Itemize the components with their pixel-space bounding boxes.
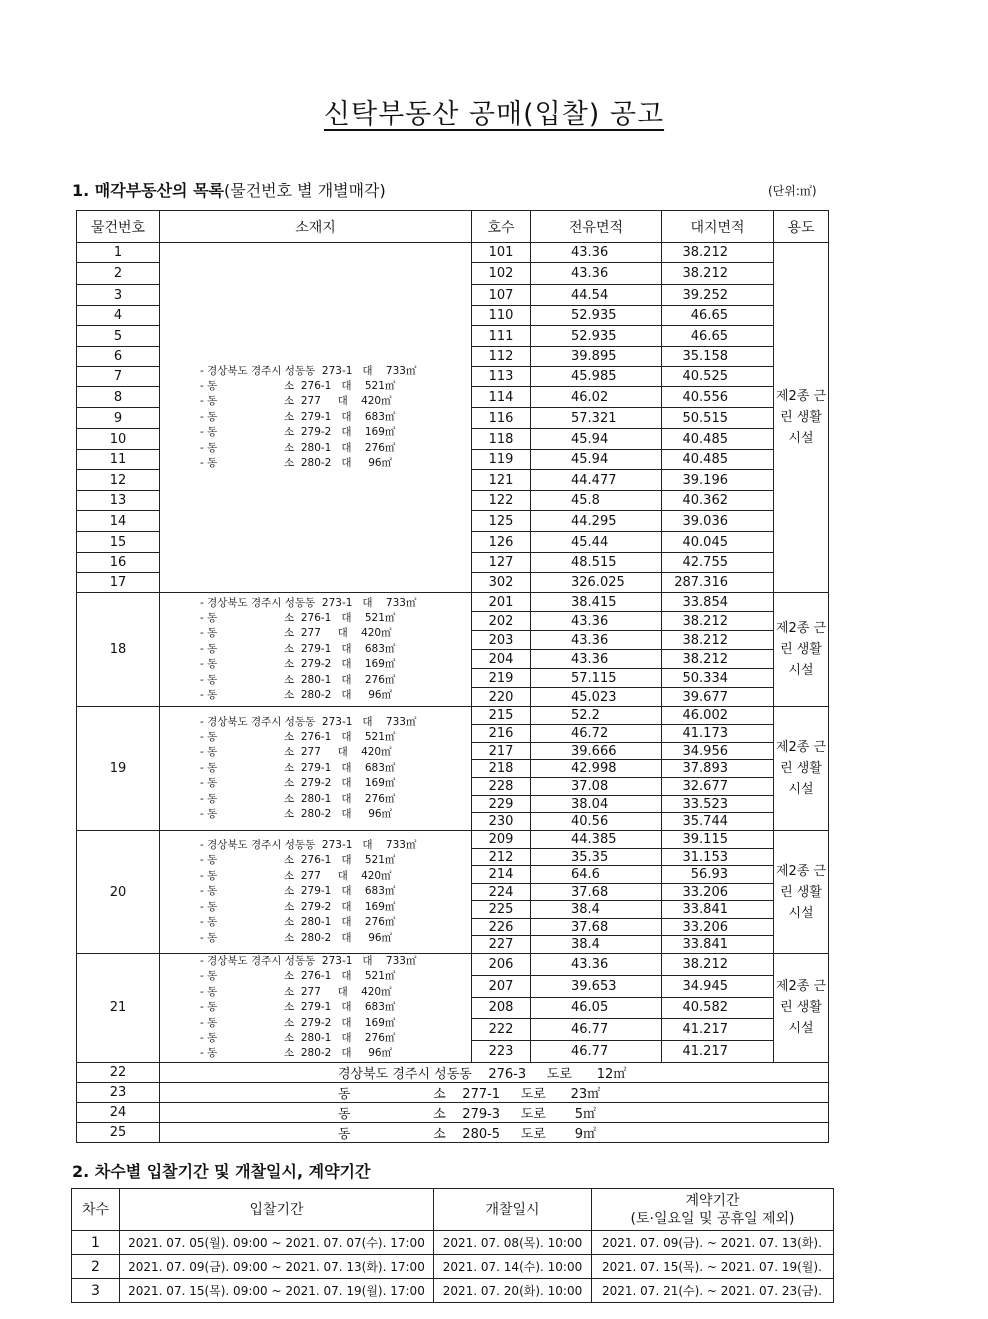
item-number: 25 bbox=[77, 1122, 160, 1142]
unit-number: 113 bbox=[472, 367, 531, 387]
schedule-row bbox=[72, 1255, 834, 1279]
land-area: 40.485 bbox=[662, 450, 774, 470]
item-number: 24 bbox=[77, 1102, 160, 1122]
exclusive-area: 35.35 bbox=[531, 849, 662, 866]
land-area: 33.206 bbox=[662, 884, 774, 901]
contract-period: 2021. 07. 21(수). ~ 2021. 07. 23(금). bbox=[592, 1279, 834, 1303]
location-cell: - 경상북도 경주시 성동동 273-1 대 733㎡ - 동 소 276-1 대 521㎡ - 동 소 277 대 420㎡ - 동 소 279-1 대 683㎡ - 동 소 279-2 대 169㎡ - 동 소 280-1 대 276㎡ - 동 소 280-2 대 96㎡ bbox=[160, 707, 472, 831]
unit-number: 223 bbox=[472, 1041, 531, 1063]
road-location: 동 소 277-1 도로 23㎡ bbox=[160, 1082, 829, 1102]
exclusive-area: 45.8 bbox=[531, 491, 662, 511]
table-row bbox=[77, 1062, 829, 1082]
land-area: 38.212 bbox=[662, 954, 774, 976]
item-number: 1 bbox=[77, 243, 160, 263]
item-number: 10 bbox=[77, 429, 160, 450]
land-area: 46.002 bbox=[662, 707, 774, 725]
land-area: 40.556 bbox=[662, 387, 774, 408]
property-table bbox=[76, 210, 829, 1143]
exclusive-area: 46.77 bbox=[531, 1019, 662, 1041]
unit-number: 122 bbox=[472, 491, 531, 511]
unit-number: 112 bbox=[472, 347, 531, 367]
exclusive-area: 45.44 bbox=[531, 532, 662, 553]
table-row bbox=[77, 243, 829, 263]
table-row bbox=[77, 593, 829, 612]
item-number: 21 bbox=[77, 954, 160, 1063]
unit-number: 201 bbox=[472, 593, 531, 612]
land-area: 32.677 bbox=[662, 778, 774, 796]
unit-number: 119 bbox=[472, 450, 531, 470]
unit-number: 207 bbox=[472, 975, 531, 997]
exclusive-area: 43.36 bbox=[531, 263, 662, 285]
unit-number: 230 bbox=[472, 813, 531, 831]
exclusive-area: 43.36 bbox=[531, 650, 662, 669]
exclusive-area: 43.36 bbox=[531, 631, 662, 650]
header-opening: 개찰일시 bbox=[434, 1189, 592, 1231]
unit-number: 126 bbox=[472, 532, 531, 553]
section2-title: 2. 차수별 입찰기간 및 개찰일시, 계약기간 bbox=[72, 1162, 371, 1181]
land-area: 33.206 bbox=[662, 919, 774, 936]
item-number: 17 bbox=[77, 573, 160, 593]
unit-number: 224 bbox=[472, 884, 531, 901]
land-area: 38.212 bbox=[662, 243, 774, 263]
exclusive-area: 43.36 bbox=[531, 612, 662, 631]
land-area: 40.525 bbox=[662, 367, 774, 387]
header-exclusive-area: 전유면적 bbox=[531, 211, 662, 243]
unit-number: 202 bbox=[472, 612, 531, 631]
table-row bbox=[77, 707, 829, 725]
unit-number: 220 bbox=[472, 688, 531, 707]
exclusive-area: 64.6 bbox=[531, 866, 662, 884]
header-round: 차수 bbox=[72, 1189, 120, 1231]
exclusive-area: 37.08 bbox=[531, 778, 662, 796]
page-title: 신탁부동산 공매(입찰) 공고 bbox=[323, 99, 665, 130]
exclusive-area: 43.36 bbox=[531, 954, 662, 976]
unit-number: 228 bbox=[472, 778, 531, 796]
land-area: 35.158 bbox=[662, 347, 774, 367]
unit-number: 229 bbox=[472, 796, 531, 813]
header-bid-period: 입찰기간 bbox=[120, 1189, 434, 1231]
land-area: 37.893 bbox=[662, 760, 774, 778]
unit-number: 203 bbox=[472, 631, 531, 650]
land-area: 39.036 bbox=[662, 511, 774, 532]
header-usage: 용도 bbox=[774, 211, 829, 243]
land-area: 38.212 bbox=[662, 650, 774, 669]
opening-datetime: 2021. 07. 08(목). 10:00 bbox=[434, 1231, 592, 1255]
exclusive-area: 45.985 bbox=[531, 367, 662, 387]
item-number: 14 bbox=[77, 511, 160, 532]
exclusive-area: 46.77 bbox=[531, 1041, 662, 1063]
land-area: 39.115 bbox=[662, 831, 774, 849]
bid-period: 2021. 07. 15(목). 09:00 ~ 2021. 07. 19(월). 17:00 bbox=[120, 1279, 434, 1303]
header-contract-period: 계약기간 (토·일요일 및 공휴일 제외) bbox=[592, 1189, 834, 1231]
land-area: 38.212 bbox=[662, 263, 774, 285]
exclusive-area: 44.385 bbox=[531, 831, 662, 849]
item-number: 2 bbox=[77, 263, 160, 285]
exclusive-area: 45.023 bbox=[531, 688, 662, 707]
unit-number: 206 bbox=[472, 954, 531, 976]
land-area: 40.362 bbox=[662, 491, 774, 511]
unit-number: 219 bbox=[472, 669, 531, 688]
unit-number: 204 bbox=[472, 650, 531, 669]
item-number: 20 bbox=[77, 831, 160, 954]
item-number: 4 bbox=[77, 306, 160, 326]
land-area: 46.65 bbox=[662, 326, 774, 347]
header-land-area: 대지면적 bbox=[662, 211, 774, 243]
usage-cell: 제2종 근린 생활 시설 bbox=[774, 707, 829, 831]
bid-period: 2021. 07. 05(월). 09:00 ~ 2021. 07. 07(수). 17:00 bbox=[120, 1231, 434, 1255]
land-area: 40.582 bbox=[662, 997, 774, 1019]
item-number: 9 bbox=[77, 408, 160, 429]
unit-number: 212 bbox=[472, 849, 531, 866]
contract-period: 2021. 07. 15(목). ~ 2021. 07. 19(월). bbox=[592, 1255, 834, 1279]
table-row bbox=[77, 1102, 829, 1122]
unit-number: 102 bbox=[472, 263, 531, 285]
item-number: 13 bbox=[77, 491, 160, 511]
land-area: 33.854 bbox=[662, 593, 774, 612]
item-number: 15 bbox=[77, 532, 160, 553]
land-area: 287.316 bbox=[662, 573, 774, 593]
table-row bbox=[77, 1082, 829, 1102]
unit-number: 217 bbox=[472, 743, 531, 760]
exclusive-area: 45.94 bbox=[531, 429, 662, 450]
round-number: 3 bbox=[72, 1279, 120, 1303]
exclusive-area: 52.935 bbox=[531, 306, 662, 326]
usage-cell: 제2종 근린 생활 시설 bbox=[774, 831, 829, 954]
land-area: 33.841 bbox=[662, 901, 774, 919]
exclusive-area: 45.94 bbox=[531, 450, 662, 470]
land-area: 41.173 bbox=[662, 725, 774, 743]
unit-number: 209 bbox=[472, 831, 531, 849]
land-area: 31.153 bbox=[662, 849, 774, 866]
land-area: 34.956 bbox=[662, 743, 774, 760]
exclusive-area: 39.653 bbox=[531, 975, 662, 997]
unit-number: 101 bbox=[472, 243, 531, 263]
item-number: 11 bbox=[77, 450, 160, 470]
section1-title: 1. 매각부동산의 목록(물건번호 별 개별매각) bbox=[72, 181, 386, 200]
unit-number: 127 bbox=[472, 553, 531, 573]
contract-period: 2021. 07. 09(금). ~ 2021. 07. 13(화). bbox=[592, 1231, 834, 1255]
location-cell: - 경상북도 경주시 성동동 273-1 대 733㎡ - 동 소 276-1 대 521㎡ - 동 소 277 대 420㎡ - 동 소 279-1 대 683㎡ - 동 소 279-2 대 169㎡ - 동 소 280-1 대 276㎡ - 동 소 280-2 대 96㎡ bbox=[160, 243, 472, 593]
land-area: 46.65 bbox=[662, 306, 774, 326]
road-location: 동 소 279-3 도로 5㎡ bbox=[160, 1102, 829, 1122]
item-number: 5 bbox=[77, 326, 160, 347]
unit-label: (단위:㎡) bbox=[768, 184, 817, 198]
land-area: 38.212 bbox=[662, 612, 774, 631]
exclusive-area: 40.56 bbox=[531, 813, 662, 831]
table-row bbox=[77, 1122, 829, 1142]
usage-cell: 제2종 근린 생활 시설 bbox=[774, 243, 829, 593]
item-number: 6 bbox=[77, 347, 160, 367]
item-number: 23 bbox=[77, 1082, 160, 1102]
item-number: 22 bbox=[77, 1062, 160, 1082]
item-number: 3 bbox=[77, 285, 160, 306]
unit-number: 125 bbox=[472, 511, 531, 532]
schedule-row bbox=[72, 1279, 834, 1303]
exclusive-area: 37.68 bbox=[531, 919, 662, 936]
location-cell: - 경상북도 경주시 성동동 273-1 대 733㎡ - 동 소 276-1 대 521㎡ - 동 소 277 대 420㎡ - 동 소 279-1 대 683㎡ - 동 소 279-2 대 169㎡ - 동 소 280-1 대 276㎡ - 동 소 280-2 대 96㎡ bbox=[160, 593, 472, 707]
table-header-row bbox=[77, 211, 829, 243]
unit-number: 214 bbox=[472, 866, 531, 884]
schedule-table-body bbox=[72, 1231, 834, 1303]
unit-number: 114 bbox=[472, 387, 531, 408]
land-area: 33.841 bbox=[662, 936, 774, 954]
unit-number: 111 bbox=[472, 326, 531, 347]
header-location: 소재지 bbox=[160, 211, 472, 243]
unit-number: 118 bbox=[472, 429, 531, 450]
header-unit: 호수 bbox=[472, 211, 531, 243]
land-area: 39.252 bbox=[662, 285, 774, 306]
usage-cell: 제2종 근린 생활 시설 bbox=[774, 593, 829, 707]
exclusive-area: 46.02 bbox=[531, 387, 662, 408]
schedule-header-row bbox=[72, 1189, 834, 1231]
unit-number: 226 bbox=[472, 919, 531, 936]
exclusive-area: 38.4 bbox=[531, 936, 662, 954]
exclusive-area: 38.04 bbox=[531, 796, 662, 813]
land-area: 56.93 bbox=[662, 866, 774, 884]
land-area: 50.515 bbox=[662, 408, 774, 429]
land-area: 42.755 bbox=[662, 553, 774, 573]
unit-number: 302 bbox=[472, 573, 531, 593]
exclusive-area: 39.666 bbox=[531, 743, 662, 760]
unit-number: 218 bbox=[472, 760, 531, 778]
land-area: 40.485 bbox=[662, 429, 774, 450]
land-area: 33.523 bbox=[662, 796, 774, 813]
round-number: 1 bbox=[72, 1231, 120, 1255]
unit-number: 208 bbox=[472, 997, 531, 1019]
land-area: 39.677 bbox=[662, 688, 774, 707]
unit-number: 227 bbox=[472, 936, 531, 954]
land-area: 41.217 bbox=[662, 1019, 774, 1041]
property-table-body bbox=[77, 243, 829, 1143]
usage-cell: 제2종 근린 생활 시설 bbox=[774, 954, 829, 1063]
exclusive-area: 44.477 bbox=[531, 470, 662, 491]
item-number: 8 bbox=[77, 387, 160, 408]
item-number: 12 bbox=[77, 470, 160, 491]
exclusive-area: 44.54 bbox=[531, 285, 662, 306]
item-number: 7 bbox=[77, 367, 160, 387]
item-number: 19 bbox=[77, 707, 160, 831]
exclusive-area: 57.115 bbox=[531, 669, 662, 688]
exclusive-area: 42.998 bbox=[531, 760, 662, 778]
exclusive-area: 46.05 bbox=[531, 997, 662, 1019]
exclusive-area: 57.321 bbox=[531, 408, 662, 429]
road-location: 경상북도 경주시 성동동 276-3 도로 12㎡ bbox=[160, 1062, 829, 1082]
exclusive-area: 46.72 bbox=[531, 725, 662, 743]
exclusive-area: 38.4 bbox=[531, 901, 662, 919]
opening-datetime: 2021. 07. 14(수). 10:00 bbox=[434, 1255, 592, 1279]
location-cell: - 경상북도 경주시 성동동 273-1 대 733㎡ - 동 소 276-1 대 521㎡ - 동 소 277 대 420㎡ - 동 소 279-1 대 683㎡ - 동 소 279-2 대 169㎡ - 동 소 280-1 대 276㎡ - 동 소 280-2 대 96㎡ bbox=[160, 954, 472, 1063]
land-area: 35.744 bbox=[662, 813, 774, 831]
unit-number: 116 bbox=[472, 408, 531, 429]
opening-datetime: 2021. 07. 20(화). 10:00 bbox=[434, 1279, 592, 1303]
table-row bbox=[77, 831, 829, 849]
road-location: 동 소 280-5 도로 9㎡ bbox=[160, 1122, 829, 1142]
unit-number: 215 bbox=[472, 707, 531, 725]
unit-number: 110 bbox=[472, 306, 531, 326]
exclusive-area: 44.295 bbox=[531, 511, 662, 532]
exclusive-area: 48.515 bbox=[531, 553, 662, 573]
item-number: 16 bbox=[77, 553, 160, 573]
exclusive-area: 52.935 bbox=[531, 326, 662, 347]
exclusive-area: 38.415 bbox=[531, 593, 662, 612]
exclusive-area: 39.895 bbox=[531, 347, 662, 367]
unit-number: 107 bbox=[472, 285, 531, 306]
land-area: 40.045 bbox=[662, 532, 774, 553]
land-area: 41.217 bbox=[662, 1041, 774, 1063]
unit-number: 222 bbox=[472, 1019, 531, 1041]
exclusive-area: 52.2 bbox=[531, 707, 662, 725]
land-area: 50.334 bbox=[662, 669, 774, 688]
table-row bbox=[77, 954, 829, 976]
unit-number: 216 bbox=[472, 725, 531, 743]
schedule-table bbox=[71, 1188, 834, 1303]
item-number: 18 bbox=[77, 593, 160, 707]
exclusive-area: 326.025 bbox=[531, 573, 662, 593]
location-cell: - 경상북도 경주시 성동동 273-1 대 733㎡ - 동 소 276-1 대 521㎡ - 동 소 277 대 420㎡ - 동 소 279-1 대 683㎡ - 동 소 279-2 대 169㎡ - 동 소 280-1 대 276㎡ - 동 소 280-2 대 96㎡ bbox=[160, 831, 472, 954]
land-area: 34.945 bbox=[662, 975, 774, 997]
unit-number: 121 bbox=[472, 470, 531, 491]
schedule-row bbox=[72, 1231, 834, 1255]
land-area: 38.212 bbox=[662, 631, 774, 650]
exclusive-area: 37.68 bbox=[531, 884, 662, 901]
round-number: 2 bbox=[72, 1255, 120, 1279]
land-area: 39.196 bbox=[662, 470, 774, 491]
header-item-no: 물건번호 bbox=[77, 211, 160, 243]
unit-number: 225 bbox=[472, 901, 531, 919]
bid-period: 2021. 07. 09(금). 09:00 ~ 2021. 07. 13(화). 17:00 bbox=[120, 1255, 434, 1279]
exclusive-area: 43.36 bbox=[531, 243, 662, 263]
